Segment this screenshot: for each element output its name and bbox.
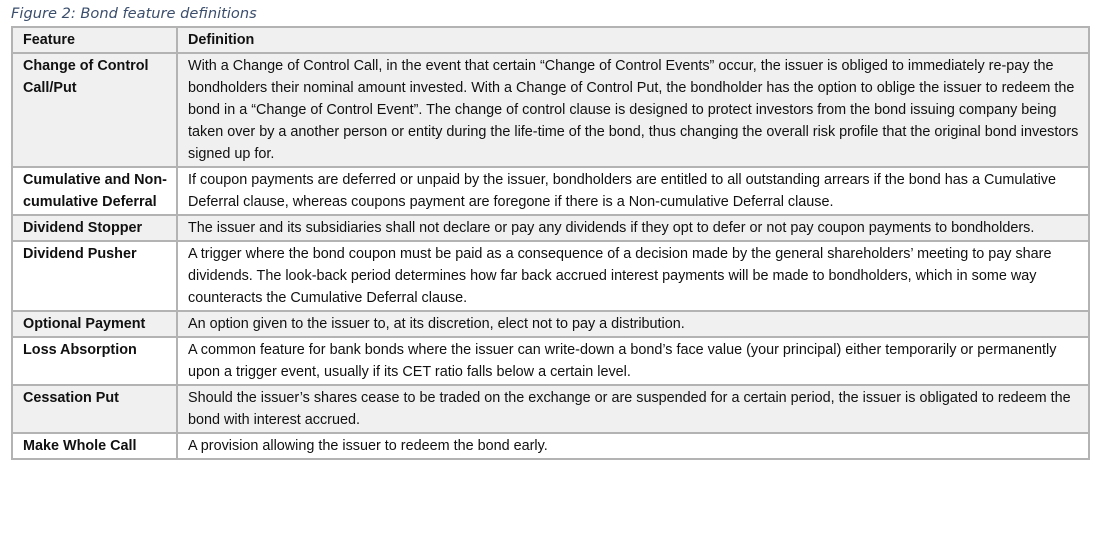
table-row [12,385,1089,433]
column-header-feature: Feature [12,27,177,53]
definition-cell: The issuer and its subsidiaries shall not declare or pay any dividends if they opt to defer or not pay coupon payments to bondholders. [177,215,1089,241]
table-row [12,337,1089,385]
table-row [12,167,1089,215]
definition-cell: If coupon payments are deferred or unpaid by the issuer, bondholders are entitled to all outstanding arrears if the bond has a Cumulative Deferral clause, whereas coupons payment are foregone if there is a Non-cumulative Deferral clause. [177,167,1089,215]
header-row [12,27,1089,53]
definition-cell: Should the issuer’s shares cease to be traded on the exchange or are suspended for a certain period, the issuer is obligated to redeem the bond with interest accrued. [177,385,1089,433]
feature-cell: Dividend Pusher [12,241,177,311]
column-header-definition: Definition [177,27,1089,53]
feature-cell: Change of Control Call/Put [12,53,177,167]
table-row [12,241,1089,311]
feature-cell: Cessation Put [12,385,177,433]
feature-cell: Make Whole Call [12,433,177,459]
definition-cell: An option given to the issuer to, at its discretion, elect not to pay a distribution. [177,311,1089,337]
feature-cell: Cumulative and Non-cumulative Deferral [12,167,177,215]
table-row [12,433,1089,459]
feature-cell: Optional Payment [12,311,177,337]
definition-cell: With a Change of Control Call, in the event that certain “Change of Control Events” occur, the issuer is obliged to immediately re-pay the bondholders their nominal amount invested. With a Change of Control Put, the bondholder has the option to oblige the issuer to redeem the bond in a “Change of Control Event”. The change of control clause is designed to protect investors from the bond issuing company being taken over by a another person or entity during the life-time of the bond, thus changing the overall risk profile that the original bond investors signed up for. [177,53,1089,167]
definition-cell: A provision allowing the issuer to redeem the bond early. [177,433,1089,459]
table-body [12,53,1089,459]
feature-cell: Loss Absorption [12,337,177,385]
definition-cell: A common feature for bank bonds where the issuer can write-down a bond’s face value (your principal) either temporarily or permanently upon a trigger event, usually if its CET ratio falls below a certain level. [177,337,1089,385]
feature-cell: Dividend Stopper [12,215,177,241]
table-header [12,27,1089,53]
definition-cell: A trigger where the bond coupon must be paid as a consequence of a decision made by the general shareholders’ meeting to pay share dividends. The look-back period determines how far back accrued interest payments will be made to bondholders, which in some way counteracts the Cumulative Deferral clause. [177,241,1089,311]
table-row [12,53,1089,167]
table-row [12,215,1089,241]
bond-features-table [11,26,1090,460]
figure-caption: Figure 2: Bond feature definitions [11,5,257,22]
table-row [12,311,1089,337]
